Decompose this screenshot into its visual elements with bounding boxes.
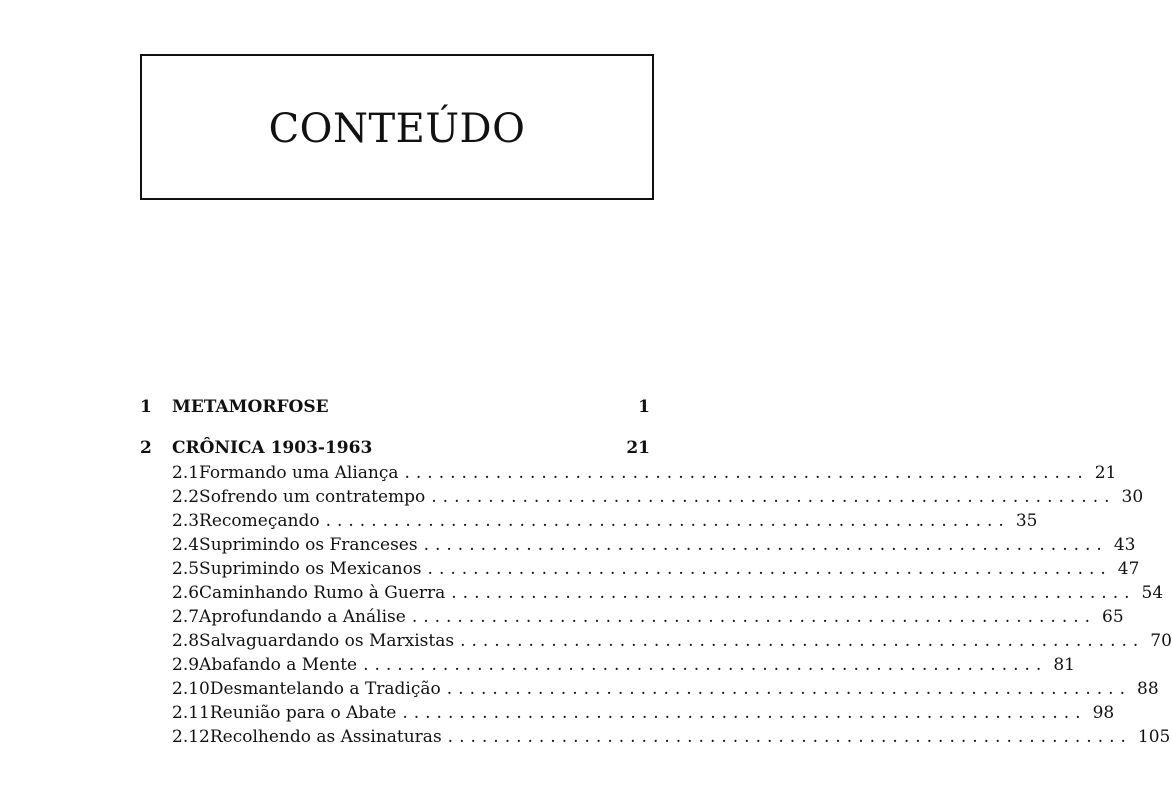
section-page: 81 — [1053, 655, 1075, 675]
chapter-page: 21 — [626, 438, 650, 458]
chapter-number: 2 — [140, 438, 152, 458]
section-number: 2.5 — [172, 559, 200, 579]
section-page: 21 — [1094, 463, 1117, 483]
dot-leader: ............................................................ — [411, 607, 1097, 627]
section-page: 30 — [1121, 487, 1144, 507]
section-page: 47 — [1117, 559, 1140, 579]
section-number: 2.10 — [172, 679, 210, 699]
dot-leader: ............................................................ — [402, 703, 1087, 723]
section-page: 35 — [1015, 511, 1038, 531]
dot-leader: ............................................................ — [460, 631, 1145, 651]
toc-section-row[interactable] — [140, 557, 1140, 581]
dot-leader: ............................................................ — [423, 535, 1108, 555]
section-title: Abafando a Mente — [199, 655, 358, 675]
section-number: 2.3 — [172, 511, 200, 531]
section-title: Formando uma Aliança — [199, 463, 399, 483]
toc-section-row[interactable] — [140, 629, 1172, 653]
section-title: Caminhando Rumo à Guerra — [199, 583, 446, 603]
section-title: Salvaguardando os Marxistas — [199, 631, 455, 651]
toc-section-row[interactable] — [140, 533, 1136, 557]
toc-section-row[interactable] — [140, 677, 1159, 701]
section-list — [140, 461, 1172, 749]
dot-leader: ............................................................ — [447, 727, 1132, 747]
toc-section-row[interactable] — [140, 509, 1038, 533]
table-of-contents — [140, 394, 1172, 749]
section-title: Sofrendo um contratempo — [199, 487, 426, 507]
dot-leader: ............................................................ — [363, 655, 1048, 675]
toc-chapter-1[interactable] — [140, 394, 650, 420]
section-number: 2.9 — [172, 655, 200, 675]
section-title: Recolhendo as Assinaturas — [209, 727, 442, 747]
chapter-title: METAMORFOSE — [172, 397, 329, 417]
section-number: 2.12 — [172, 727, 210, 747]
dot-leader: ............................................................ — [431, 487, 1116, 507]
section-title: Suprimindo os Franceses — [199, 535, 418, 555]
section-number: 2.4 — [172, 535, 200, 555]
toc-section-row[interactable] — [140, 653, 1075, 677]
section-title: Desmantelando a Tradição — [209, 679, 441, 699]
section-page: 43 — [1113, 535, 1136, 555]
toc-section-row[interactable] — [140, 461, 1117, 485]
dot-leader: ............................................................ — [427, 559, 1112, 579]
section-number: 2.2 — [172, 487, 200, 507]
section-page: 54 — [1141, 583, 1164, 603]
toc-section-row[interactable] — [140, 605, 1124, 629]
page-title: CONTEÚDO — [268, 106, 526, 152]
section-title: Suprimindo os Mexicanos — [199, 559, 422, 579]
section-page: 65 — [1102, 607, 1124, 627]
section-number: 2.1 — [172, 463, 200, 483]
dot-leader: ............................................................ — [451, 583, 1136, 603]
chapter-title: CRÔNICA 1903-1963 — [172, 438, 373, 458]
toc-section-row[interactable] — [140, 485, 1144, 509]
chapter-page: 1 — [638, 397, 650, 417]
section-number: 2.7 — [172, 607, 200, 627]
toc-chapter-2[interactable] — [140, 435, 650, 461]
section-page: 88 — [1137, 679, 1159, 699]
section-number: 2.8 — [172, 631, 200, 651]
section-page: 105 — [1137, 727, 1171, 747]
dot-leader: ............................................................ — [325, 511, 1010, 531]
section-number: 2.6 — [172, 583, 200, 603]
toc-section-row[interactable] — [140, 701, 1115, 725]
dot-leader: ............................................................ — [404, 463, 1089, 483]
toc-section-row[interactable] — [140, 581, 1164, 605]
section-title: Recomeçando — [199, 511, 320, 531]
toc-section-row[interactable] — [140, 725, 1171, 749]
section-page: 98 — [1092, 703, 1115, 723]
dot-leader: ............................................................ — [446, 679, 1131, 699]
section-title: Reunião para o Abate — [209, 703, 397, 723]
section-title: Aprofundando a Análise — [199, 607, 406, 627]
section-page: 70 — [1150, 631, 1172, 651]
title-box — [140, 54, 654, 200]
section-number: 2.11 — [172, 703, 210, 723]
chapter-number: 1 — [140, 397, 152, 417]
